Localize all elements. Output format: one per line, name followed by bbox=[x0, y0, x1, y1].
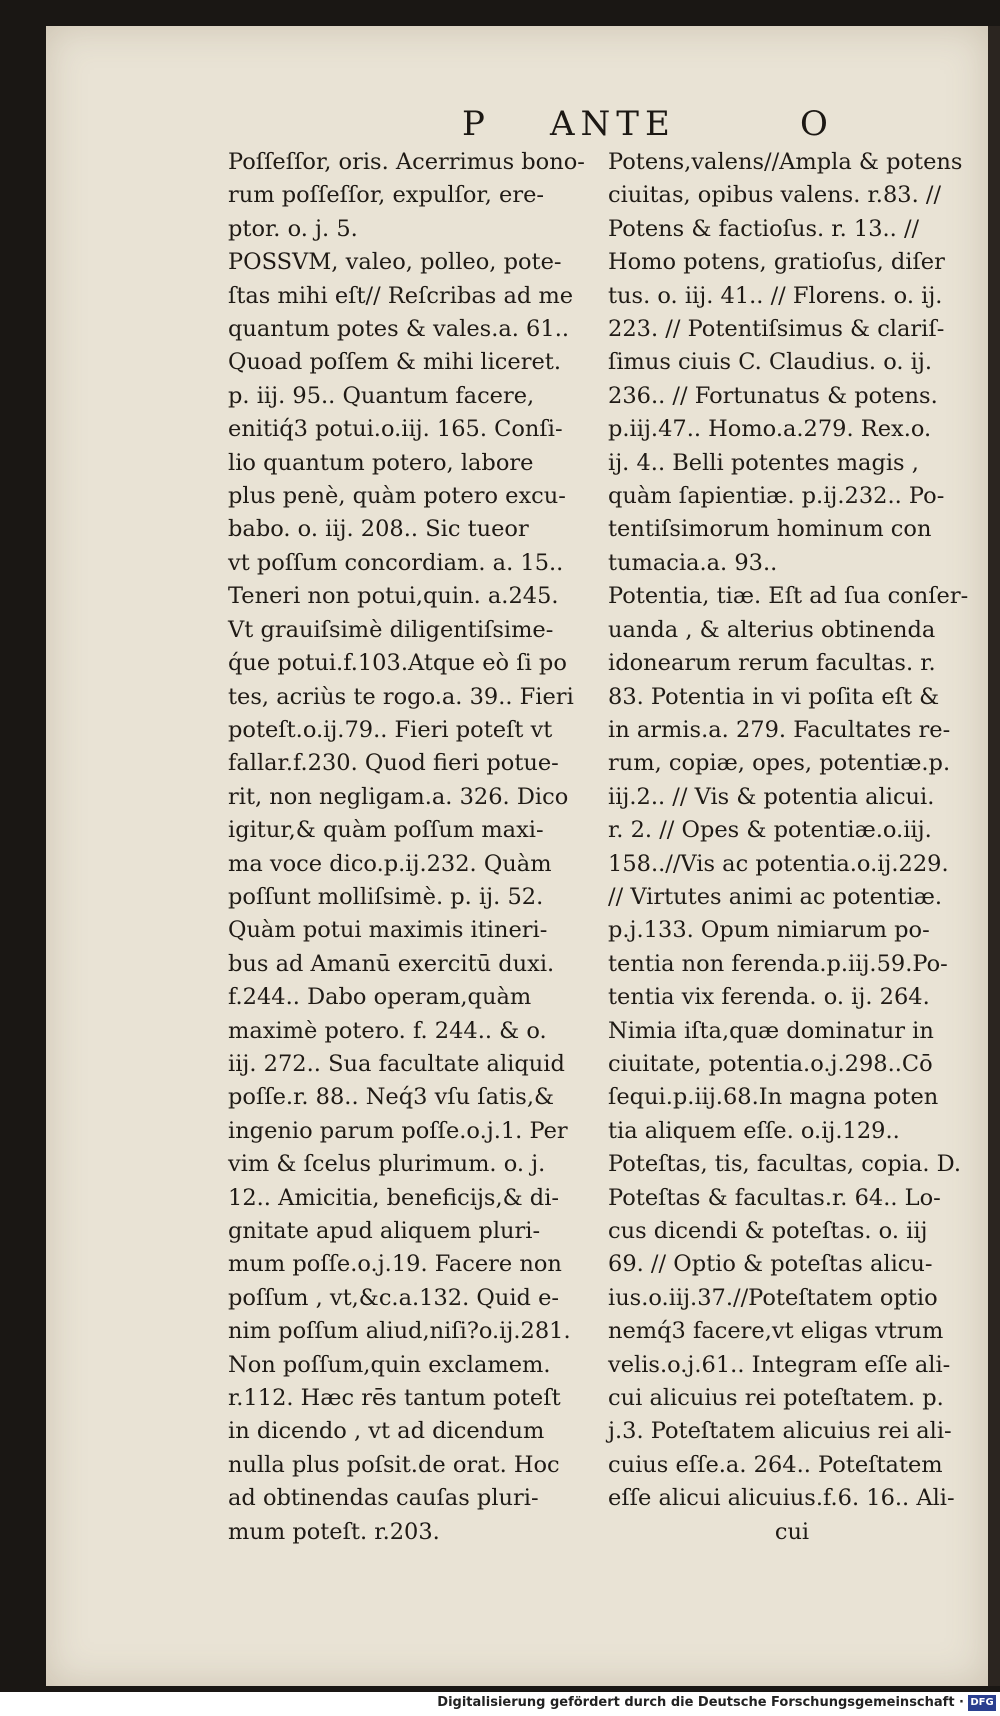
text-line: tumacia.a. 93.. bbox=[608, 549, 778, 576]
text-line: rum, copiæ, opes, potentiæ.p. bbox=[608, 750, 951, 777]
text-line: uanda , & alterius obtinenda bbox=[608, 616, 936, 643]
text-line: cus dicendi & poteſtas. o. iij bbox=[608, 1218, 928, 1244]
digitization-footer bbox=[0, 1692, 1000, 1716]
text-line: mum poteſt. r.203. bbox=[228, 1518, 440, 1545]
text-line: r. 2. // Opes & potentiæ.o.iij. bbox=[608, 817, 932, 844]
text-line: igitur,& quàm poſſum maxi- bbox=[228, 817, 544, 844]
text-line: tentia non ferenda.p.iij.59.Po- bbox=[608, 950, 948, 977]
text-line: tentiſsimorum hominum con bbox=[608, 516, 932, 543]
text-line: Poſſeſſor, oris. Acerrimus bono- bbox=[228, 149, 585, 175]
text-line: maximè potero. f. 244.. & o. bbox=[228, 1017, 547, 1044]
page-gutter-edge bbox=[988, 26, 1000, 1686]
text-line: ſimus ciuis C. Claudius. o. ij. bbox=[608, 349, 932, 376]
text-line: vt poſſum concordiam. a. 15.. bbox=[228, 549, 564, 576]
text-line: 223. // Potentiſsimus & clariſ- bbox=[608, 316, 945, 343]
text-line: Nimia iſta,quæ dominatur in bbox=[608, 1017, 934, 1044]
text-line: Potens,valens//Ampla & potens bbox=[608, 149, 963, 175]
text-line: cui alicuius rei poteſtatem. p. bbox=[608, 1385, 944, 1412]
text-line: poteſt.o.ij.79.. Fieri poteſt vt bbox=[228, 716, 553, 743]
text-line: cui bbox=[774, 1518, 810, 1545]
right-column bbox=[608, 146, 986, 1549]
running-head bbox=[46, 104, 988, 144]
left-column bbox=[228, 146, 608, 1549]
text-line: rit, non negligam.a. 326. Dico bbox=[228, 783, 569, 810]
text-line: ſtas mihi eſt// Reſcribas ad me bbox=[228, 282, 574, 309]
text-line: q́ue potui.f.103.Atque eò ſi po bbox=[228, 650, 567, 677]
text-line: iij. 272.. Sua facultate aliquid bbox=[228, 1050, 565, 1077]
text-line: 69. // Optio & poteſtas alicu- bbox=[608, 1251, 933, 1278]
right-column-entry bbox=[608, 1148, 986, 1549]
text-line: rum poſſeſſor, expulſor, ere- bbox=[228, 182, 544, 209]
text-line: p.j.133. Opum nimiarum po- bbox=[608, 917, 930, 944]
right-column-entry bbox=[608, 580, 986, 1148]
text-line: mum poſſe.o.j.19. Facere non bbox=[228, 1251, 562, 1278]
running-head-middle: ANTE bbox=[550, 104, 676, 144]
text-line: idonearum rerum facultas. r. bbox=[608, 650, 936, 677]
left-column-entry bbox=[228, 146, 608, 246]
text-line: poſſunt molliſsimè. p. ij. 52. bbox=[228, 883, 544, 910]
running-head-right: O bbox=[800, 104, 834, 144]
text-line: f.244.. Dabo operam,quàm bbox=[228, 984, 532, 1011]
text-line: iij.2.. // Vis & potentia alicui. bbox=[608, 783, 935, 810]
text-line: cuius eſſe.a. 264.. Poteſtatem bbox=[608, 1451, 943, 1478]
right-column-entry bbox=[608, 146, 986, 580]
text-line: poſſum , vt,&c.a.132. Quid e- bbox=[228, 1284, 559, 1311]
text-line: in dicendo , vt ad dicendum bbox=[228, 1418, 545, 1445]
footer-credit: Digitalisierung gefördert durch die Deutsche Forschungsgemeinschaft · bbox=[437, 1695, 964, 1710]
text-line: tia aliquem eſſe. o.ij.129.. bbox=[608, 1117, 900, 1144]
text-line: Potens & factioſus. r. 13.. // bbox=[608, 215, 920, 242]
text-line: babo. o. iij. 208.. Sic tueor bbox=[228, 516, 529, 543]
text-line: j.3. Poteſtatem alicuius rei ali- bbox=[608, 1418, 952, 1445]
text-line: quantum potes & vales.a. 61.. bbox=[228, 316, 569, 343]
text-line: in armis.a. 279. Facultates re- bbox=[608, 716, 951, 743]
text-line: plus penè, quàm potero excu- bbox=[228, 483, 566, 510]
text-line: ingenio parum poſſe.o.j.1. Per bbox=[228, 1117, 568, 1144]
running-head-left: P bbox=[462, 104, 491, 144]
text-line: tentia vix ferenda. o. ij. 264. bbox=[608, 984, 930, 1011]
text-line: 236.. // Fortunatus & potens. bbox=[608, 382, 938, 409]
text-line: ptor. o. j. 5. bbox=[228, 215, 358, 242]
text-line: Vt grauiſsimè diligentiſsime- bbox=[228, 616, 554, 643]
text-line: POSSVM, valeo, polleo, pote- bbox=[228, 249, 562, 276]
text-line: Teneri non potui,quin. a.245. bbox=[228, 583, 559, 610]
text-line: lio quantum potero, labore bbox=[228, 449, 534, 476]
text-line: tus. o. iij. 41.. // Florens. o. ij. bbox=[608, 282, 943, 309]
text-line: p. iij. 95.. Quantum facere, bbox=[228, 382, 535, 409]
left-column-entry bbox=[228, 246, 608, 1549]
text-line: ad obtinendas cauſas pluri- bbox=[228, 1485, 539, 1512]
text-line: gnitate apud aliquem pluri- bbox=[228, 1218, 541, 1244]
text-line: Non poſſum,quin exclamem. bbox=[228, 1351, 551, 1378]
text-line: Homo potens, gratioſus, diſer bbox=[608, 249, 945, 276]
text-line: fallar.f.230. Quod fieri potue- bbox=[228, 750, 559, 777]
text-line: velis.o.j.61.. Integram eſſe ali- bbox=[608, 1351, 951, 1378]
text-line: tes, acriùs te rogo.a. 39.. Fieri bbox=[228, 683, 574, 710]
text-line: 158..//Vis ac potentia.o.ij.229. bbox=[608, 850, 949, 877]
text-line: ma voce dico.p.ij.232. Quàm bbox=[228, 850, 552, 877]
text-line: vim & ſcelus plurimum. o. j. bbox=[228, 1151, 546, 1178]
text-line: Poteſtas & facultas.r. 64.. Lo- bbox=[608, 1184, 941, 1211]
text-line: p.iij.47.. Homo.a.279. Rex.o. bbox=[608, 416, 932, 443]
text-line: ciuitate, potentia.o.j.298..Cō bbox=[608, 1050, 933, 1077]
text-line: ij. 4.. Belli potentes magis , bbox=[608, 449, 919, 476]
text-line: ius.o.iij.37.//Poteſtatem optio bbox=[608, 1284, 938, 1311]
text-line: poſſe.r. 88.. Neq́3 vſu ſatis,& bbox=[228, 1084, 555, 1111]
text-line: eſſe alicui alicuius.f.6. 16.. Ali- bbox=[608, 1485, 955, 1512]
text-line: ſequi.p.iij.68.In magna poten bbox=[608, 1084, 939, 1111]
text-line: Poteſtas, tis, facultas, copia. D. bbox=[608, 1151, 962, 1178]
text-line: nulla plus poſsit.de orat. Hoc bbox=[228, 1451, 560, 1478]
text-line: nim poſſum aliud,niſi?o.ij.281. bbox=[228, 1318, 571, 1345]
text-line: quàm ſapientiæ. p.ij.232.. Po- bbox=[608, 483, 945, 510]
dfg-logo-icon: DFG bbox=[968, 1695, 996, 1711]
text-line: Quàm potui maximis itineri- bbox=[228, 917, 548, 944]
text-line: enitiq́3 potui.o.iij. 165. Conſi- bbox=[228, 416, 563, 443]
text-line: 83. Potentia in vi poſita eſt & bbox=[608, 683, 940, 710]
text-line: 12.. Amicitia, beneficijs,& di- bbox=[228, 1184, 560, 1211]
text-line: ciuitas, opibus valens. r.83. // bbox=[608, 182, 942, 209]
text-line: r.112. Hæc rēs tantum poteſt bbox=[228, 1385, 561, 1412]
text-line: // Virtutes animi ac potentiæ. bbox=[608, 883, 942, 910]
text-line: Quoad poſſem & mihi liceret. bbox=[228, 349, 561, 376]
text-line: nemq́3 facere,vt eligas vtrum bbox=[608, 1318, 944, 1345]
text-line: Potentia, tiæ. Eſt ad ſua conſer- bbox=[608, 583, 969, 610]
text-line: bus ad Amanū exercitū duxi. bbox=[228, 950, 555, 977]
